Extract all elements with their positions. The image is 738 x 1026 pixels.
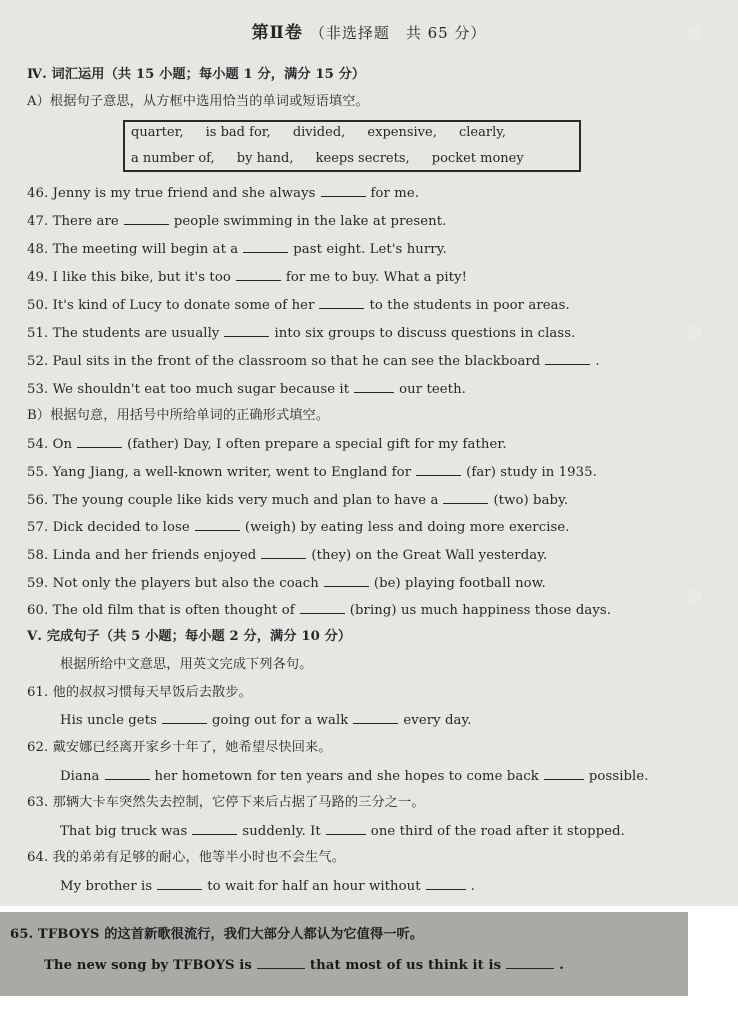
answer-blank[interactable]: [236, 268, 281, 281]
word-option: is bad for,: [205, 125, 271, 140]
question-60: 60. The old film that is often thought of (bring) us much happiness those days.: [27, 603, 612, 618]
word-box-row-2: [131, 151, 542, 166]
answer-blank[interactable]: [300, 601, 345, 614]
answer-blank[interactable]: [124, 212, 169, 225]
answer-blank[interactable]: [192, 822, 237, 835]
question-64-chinese: 64. 我的弟弟有足够的耐心，他等半小时也不会生气。: [27, 850, 345, 865]
answer-blank[interactable]: [243, 240, 288, 253]
word-box-row-1: [131, 125, 524, 140]
answer-blank[interactable]: [157, 877, 202, 890]
section-5-heading: Ⅴ. 完成句子（共 5 小题；每小题 2 分，满分 10 分）: [27, 629, 352, 644]
question-51: 51. The students are usually into six groups to discuss questions in class.: [27, 326, 576, 341]
answer-blank[interactable]: [416, 463, 461, 476]
question-58: 58. Linda and her friends enjoyed (they) on the Great Wall yesterday.: [27, 548, 548, 563]
question-65: The new song by TFBOYS is that most of us think it is .: [44, 958, 564, 973]
question-53: 53. We shouldn't eat too much sugar because it our teeth.: [27, 382, 466, 397]
question-59: 59. Not only the players but also the coach (be) playing football now.: [27, 576, 546, 591]
word-option: quarter,: [131, 125, 184, 140]
question-64: My brother is to wait for half an hour without .: [60, 879, 475, 894]
answer-blank[interactable]: [506, 956, 554, 969]
question-47: 47. There are people swimming in the lake at present.: [27, 214, 447, 229]
word-box: [123, 120, 581, 172]
question-50: 50. It's kind of Lucy to donate some of her to the students in poor areas.: [27, 298, 570, 313]
answer-blank[interactable]: [321, 184, 366, 197]
question-63-chinese: 63. 那辆大卡车突然失去控制，它停下来后占据了马路的三分之一。: [27, 795, 425, 810]
section-5-instruction: 根据所给中文意思，用英文完成下列各句。: [60, 657, 313, 672]
watermark-icon: ◎: [688, 22, 702, 41]
word-option: a number of,: [131, 151, 215, 166]
page-title: [0, 18, 738, 43]
question-46: 46. Jenny is my true friend and she always for me.: [27, 186, 420, 201]
answer-blank[interactable]: [105, 767, 150, 780]
answer-blank[interactable]: [77, 435, 122, 448]
word-option: clearly,: [458, 125, 506, 140]
question-62-chinese: 62. 戴安娜已经离开家乡十年了，她希望尽快回来。: [27, 740, 332, 755]
word-option: pocket money: [431, 151, 524, 166]
question-65-chinese: 65. TFBOYS 的这首新歌很流行，我们大部分人都认为它值得一听。: [10, 927, 424, 942]
answer-blank[interactable]: [324, 574, 369, 587]
part-a-instruction: A）根据句子意思，从方框中选用恰当的单词或短语填空。: [27, 94, 369, 109]
answer-blank[interactable]: [426, 877, 466, 890]
question-61-chinese: 61. 他的叔叔习惯每天早饭后去散步。: [27, 685, 252, 700]
section-4-heading: Ⅳ. 词汇运用（共 15 小题；每小题 1 分，满分 15 分）: [27, 67, 366, 82]
word-option: by hand,: [236, 151, 294, 166]
answer-blank[interactable]: [257, 956, 305, 969]
question-48: 48. The meeting will begin at a past eight. Let's hurry.: [27, 242, 447, 257]
question-52: 52. Paul sits in the front of the classroom so that he can see the blackboard .: [27, 354, 600, 369]
watermark-icon: ◎: [688, 322, 702, 341]
watermark-icon: ◎: [688, 586, 702, 605]
answer-blank[interactable]: [354, 380, 394, 393]
question-54: 54. On (father) Day, I often prepare a special gift for my father.: [27, 437, 507, 452]
answer-blank[interactable]: [443, 491, 488, 504]
answer-blank[interactable]: [326, 822, 366, 835]
word-option: divided,: [292, 125, 346, 140]
word-option: keeps secrets,: [315, 151, 410, 166]
question-49: 49. I like this bike, but it's too for me to buy. What a pity!: [27, 270, 468, 285]
answer-blank[interactable]: [162, 711, 207, 724]
answer-blank[interactable]: [319, 296, 364, 309]
answer-blank[interactable]: [195, 518, 240, 531]
answer-blank[interactable]: [544, 767, 584, 780]
answer-blank[interactable]: [261, 546, 306, 559]
question-61: His uncle gets going out for a walk every day.: [60, 713, 472, 728]
question-65-strip: [0, 912, 688, 996]
part-b-instruction: B）根据句意，用括号中所给单词的正确形式填空。: [27, 408, 330, 423]
question-63: That big truck was suddenly. It one third of the road after it stopped.: [60, 824, 625, 839]
answer-blank[interactable]: [224, 324, 269, 337]
question-57: 57. Dick decided to lose (weigh) by eating less and doing more exercise.: [27, 520, 570, 535]
word-option: expensive,: [367, 125, 437, 140]
title-subtitle: （非选择题 共 65 分）: [309, 24, 487, 42]
title-text: 第Ⅱ卷: [251, 23, 303, 43]
answer-blank[interactable]: [545, 352, 590, 365]
question-56: 56. The young couple like kids very much and plan to have a (two) baby.: [27, 493, 569, 508]
answer-blank[interactable]: [353, 711, 398, 724]
question-55: 55. Yang Jiang, a well-known writer, went to England for (far) study in 1935.: [27, 465, 597, 480]
question-62: Diana her hometown for ten years and she hopes to come back possible.: [60, 769, 649, 784]
